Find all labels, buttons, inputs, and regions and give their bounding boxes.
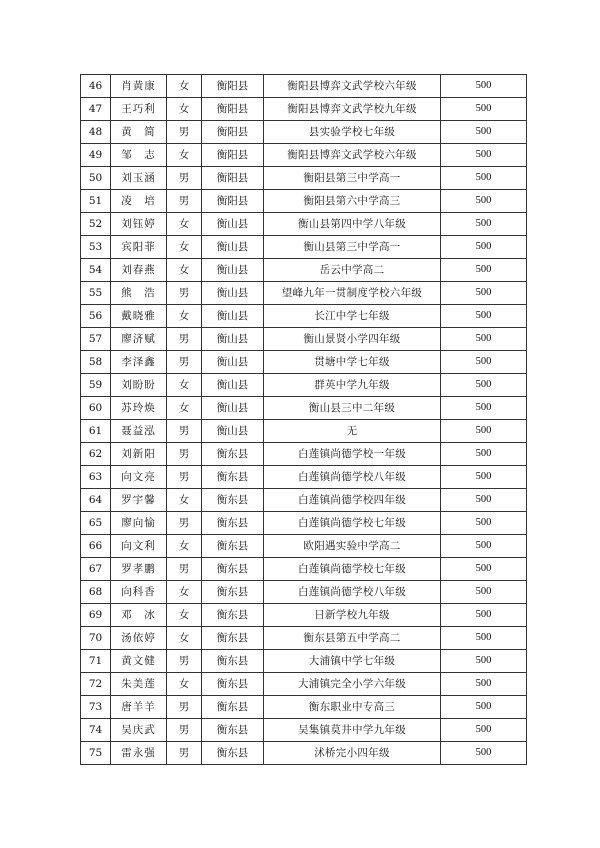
student-county: 衡山县 (202, 213, 264, 236)
student-gender: 男 (167, 558, 202, 581)
student-name: 雷永强 (111, 742, 167, 765)
student-county: 衡山县 (202, 259, 264, 282)
table-row (81, 420, 527, 443)
award-amount: 500 (441, 581, 527, 604)
student-school-grade: 白莲镇尚德学校七年级 (264, 512, 441, 535)
row-number: 53 (81, 236, 111, 259)
row-number: 51 (81, 190, 111, 213)
student-name: 刘春燕 (111, 259, 167, 282)
award-amount: 500 (441, 443, 527, 466)
student-county: 衡东县 (202, 443, 264, 466)
student-gender: 男 (167, 351, 202, 374)
student-county: 衡东县 (202, 742, 264, 765)
student-county: 衡东县 (202, 535, 264, 558)
table-row (81, 351, 527, 374)
student-gender: 男 (167, 719, 202, 742)
row-number: 65 (81, 512, 111, 535)
student-school-grade: 无 (264, 420, 441, 443)
student-school-grade: 衡山县第三中学高一 (264, 236, 441, 259)
award-amount: 500 (441, 98, 527, 121)
student-name: 宾阳菲 (111, 236, 167, 259)
award-amount: 500 (441, 512, 527, 535)
award-amount: 500 (441, 696, 527, 719)
table-row (81, 696, 527, 719)
student-school-grade: 大浦镇完全小学六年级 (264, 673, 441, 696)
student-school-grade: 白莲镇尚德学校八年级 (264, 466, 441, 489)
award-amount: 500 (441, 213, 527, 236)
student-county: 衡阳县 (202, 190, 264, 213)
student-county: 衡山县 (202, 282, 264, 305)
award-amount: 500 (441, 466, 527, 489)
row-number: 75 (81, 742, 111, 765)
row-number: 46 (81, 75, 111, 98)
table-body (81, 75, 527, 765)
student-school-grade: 大浦镇中学七年级 (264, 650, 441, 673)
award-amount: 500 (441, 144, 527, 167)
student-county: 衡山县 (202, 236, 264, 259)
table-row (81, 236, 527, 259)
student-county: 衡东县 (202, 466, 264, 489)
student-name: 刘玉涵 (111, 167, 167, 190)
student-name: 朱美莲 (111, 673, 167, 696)
table-row (81, 282, 527, 305)
row-number: 57 (81, 328, 111, 351)
student-name: 苏玲焕 (111, 397, 167, 420)
award-amount: 500 (441, 535, 527, 558)
student-name: 凌 培 (111, 190, 167, 213)
student-gender: 女 (167, 259, 202, 282)
student-gender: 女 (167, 305, 202, 328)
student-county: 衡阳县 (202, 75, 264, 98)
student-gender: 女 (167, 75, 202, 98)
student-county: 衡山县 (202, 305, 264, 328)
student-name: 廖向愉 (111, 512, 167, 535)
student-school-grade: 衡山县第四中学八年级 (264, 213, 441, 236)
award-amount: 500 (441, 742, 527, 765)
student-school-grade: 白莲镇尚德学校四年级 (264, 489, 441, 512)
table-row (81, 305, 527, 328)
table-row (81, 121, 527, 144)
table-row (81, 558, 527, 581)
award-amount: 500 (441, 305, 527, 328)
award-amount: 500 (441, 489, 527, 512)
award-amount: 500 (441, 650, 527, 673)
award-amount: 500 (441, 167, 527, 190)
table-row (81, 512, 527, 535)
table-row (81, 604, 527, 627)
row-number: 47 (81, 98, 111, 121)
student-county: 衡东县 (202, 512, 264, 535)
table-row (81, 650, 527, 673)
award-amount: 500 (441, 397, 527, 420)
table-row (81, 489, 527, 512)
student-gender: 男 (167, 466, 202, 489)
student-school-grade: 衡阳县博弈文武学校六年级 (264, 144, 441, 167)
student-school-grade: 白莲镇尚德学校一年级 (264, 443, 441, 466)
student-gender: 女 (167, 604, 202, 627)
award-amount: 500 (441, 719, 527, 742)
row-number: 71 (81, 650, 111, 673)
student-name: 罗孝鹏 (111, 558, 167, 581)
student-county: 衡山县 (202, 397, 264, 420)
student-gender: 男 (167, 696, 202, 719)
student-name: 李泽鑫 (111, 351, 167, 374)
row-number: 49 (81, 144, 111, 167)
student-gender: 女 (167, 627, 202, 650)
student-gender: 男 (167, 420, 202, 443)
row-number: 74 (81, 719, 111, 742)
table-row (81, 167, 527, 190)
student-county: 衡山县 (202, 328, 264, 351)
student-gender: 男 (167, 190, 202, 213)
student-county: 衡山县 (202, 420, 264, 443)
student-gender: 女 (167, 374, 202, 397)
student-school-grade: 白莲镇尚德学校八年级 (264, 581, 441, 604)
table-row (81, 742, 527, 765)
row-number: 59 (81, 374, 111, 397)
student-school-grade: 衡山县三中二年级 (264, 397, 441, 420)
award-amount: 500 (441, 259, 527, 282)
student-name: 聂益泓 (111, 420, 167, 443)
award-amount: 500 (441, 558, 527, 581)
table-row (81, 535, 527, 558)
table-row (81, 466, 527, 489)
student-gender: 男 (167, 512, 202, 535)
student-gender: 男 (167, 742, 202, 765)
student-school-grade: 衡阳县博弈文武学校六年级 (264, 75, 441, 98)
student-school-grade: 日新学校九年级 (264, 604, 441, 627)
student-gender: 女 (167, 98, 202, 121)
student-school-grade: 衡阳县博弈文武学校九年级 (264, 98, 441, 121)
row-number: 72 (81, 673, 111, 696)
table-row (81, 259, 527, 282)
student-county: 衡东县 (202, 604, 264, 627)
student-gender: 男 (167, 328, 202, 351)
student-name: 刘钰婷 (111, 213, 167, 236)
row-number: 55 (81, 282, 111, 305)
table-row (81, 443, 527, 466)
row-number: 64 (81, 489, 111, 512)
student-gender: 男 (167, 121, 202, 144)
student-name: 黄文健 (111, 650, 167, 673)
award-amount: 500 (441, 236, 527, 259)
student-county: 衡阳县 (202, 98, 264, 121)
student-roster-table (80, 74, 527, 765)
award-amount: 500 (441, 604, 527, 627)
student-county: 衡东县 (202, 696, 264, 719)
student-gender: 女 (167, 581, 202, 604)
student-county: 衡东县 (202, 558, 264, 581)
student-name: 向科香 (111, 581, 167, 604)
award-amount: 500 (441, 420, 527, 443)
table-row (81, 397, 527, 420)
student-school-grade: 望峰九年一贯制度学校六年级 (264, 282, 441, 305)
student-gender: 男 (167, 650, 202, 673)
student-county: 衡山县 (202, 351, 264, 374)
student-county: 衡东县 (202, 627, 264, 650)
row-number: 66 (81, 535, 111, 558)
student-name: 黄 简 (111, 121, 167, 144)
row-number: 60 (81, 397, 111, 420)
student-name: 邓 冰 (111, 604, 167, 627)
row-number: 48 (81, 121, 111, 144)
student-gender: 女 (167, 489, 202, 512)
student-school-grade: 沭桥完小四年级 (264, 742, 441, 765)
table-row (81, 719, 527, 742)
student-name: 邹 志 (111, 144, 167, 167)
student-school-grade: 岳云中学高二 (264, 259, 441, 282)
student-gender: 男 (167, 443, 202, 466)
award-amount: 500 (441, 673, 527, 696)
award-amount: 500 (441, 75, 527, 98)
student-school-grade: 衡阳县第六中学高三 (264, 190, 441, 213)
student-school-grade: 长江中学七年级 (264, 305, 441, 328)
row-number: 73 (81, 696, 111, 719)
table-row (81, 581, 527, 604)
row-number: 61 (81, 420, 111, 443)
student-name: 肖黄康 (111, 75, 167, 98)
student-name: 戴晓雅 (111, 305, 167, 328)
row-number: 50 (81, 167, 111, 190)
table-row (81, 144, 527, 167)
student-name: 唐羊羊 (111, 696, 167, 719)
student-name: 吴庆武 (111, 719, 167, 742)
student-school-grade: 衡阳县第三中学高一 (264, 167, 441, 190)
student-county: 衡东县 (202, 673, 264, 696)
row-number: 68 (81, 581, 111, 604)
row-number: 67 (81, 558, 111, 581)
table-row (81, 673, 527, 696)
student-school-grade: 衡东县第五中学高二 (264, 627, 441, 650)
table-row (81, 374, 527, 397)
student-name: 熊 浩 (111, 282, 167, 305)
student-school-grade: 衡东职业中专高三 (264, 696, 441, 719)
award-amount: 500 (441, 328, 527, 351)
row-number: 70 (81, 627, 111, 650)
award-amount: 500 (441, 627, 527, 650)
student-county: 衡东县 (202, 581, 264, 604)
award-amount: 500 (441, 351, 527, 374)
student-gender: 男 (167, 167, 202, 190)
student-name: 罗宇馨 (111, 489, 167, 512)
student-county: 衡东县 (202, 489, 264, 512)
student-name: 刘新阳 (111, 443, 167, 466)
table-row (81, 213, 527, 236)
row-number: 69 (81, 604, 111, 627)
award-amount: 500 (441, 121, 527, 144)
student-name: 汤依婷 (111, 627, 167, 650)
student-county: 衡阳县 (202, 144, 264, 167)
student-gender: 女 (167, 213, 202, 236)
row-number: 62 (81, 443, 111, 466)
student-county: 衡阳县 (202, 121, 264, 144)
student-name: 刘盼盼 (111, 374, 167, 397)
student-gender: 女 (167, 673, 202, 696)
student-gender: 女 (167, 236, 202, 259)
student-gender: 女 (167, 535, 202, 558)
row-number: 63 (81, 466, 111, 489)
table-row (81, 627, 527, 650)
student-school-grade: 吴集镇莫井中学九年级 (264, 719, 441, 742)
row-number: 56 (81, 305, 111, 328)
student-county: 衡东县 (202, 719, 264, 742)
student-name: 向文利 (111, 535, 167, 558)
row-number: 54 (81, 259, 111, 282)
student-county: 衡山县 (202, 374, 264, 397)
student-school-grade: 贯塘中学七年级 (264, 351, 441, 374)
award-amount: 500 (441, 282, 527, 305)
table-row (81, 328, 527, 351)
student-school-grade: 县实验学校七年级 (264, 121, 441, 144)
student-school-grade: 衡山景贤小学四年级 (264, 328, 441, 351)
student-county: 衡东县 (202, 650, 264, 673)
student-name: 廖济赋 (111, 328, 167, 351)
student-school-grade: 群英中学九年级 (264, 374, 441, 397)
student-gender: 女 (167, 397, 202, 420)
student-gender: 女 (167, 144, 202, 167)
student-name: 王巧利 (111, 98, 167, 121)
table-row (81, 75, 527, 98)
student-county: 衡阳县 (202, 167, 264, 190)
student-gender: 男 (167, 282, 202, 305)
award-amount: 500 (441, 190, 527, 213)
row-number: 58 (81, 351, 111, 374)
student-school-grade: 欧阳遇实验中学高二 (264, 535, 441, 558)
table-row (81, 190, 527, 213)
student-school-grade: 白莲镇尚德学校七年级 (264, 558, 441, 581)
row-number: 52 (81, 213, 111, 236)
student-name: 向文亮 (111, 466, 167, 489)
award-amount: 500 (441, 374, 527, 397)
table-row (81, 98, 527, 121)
